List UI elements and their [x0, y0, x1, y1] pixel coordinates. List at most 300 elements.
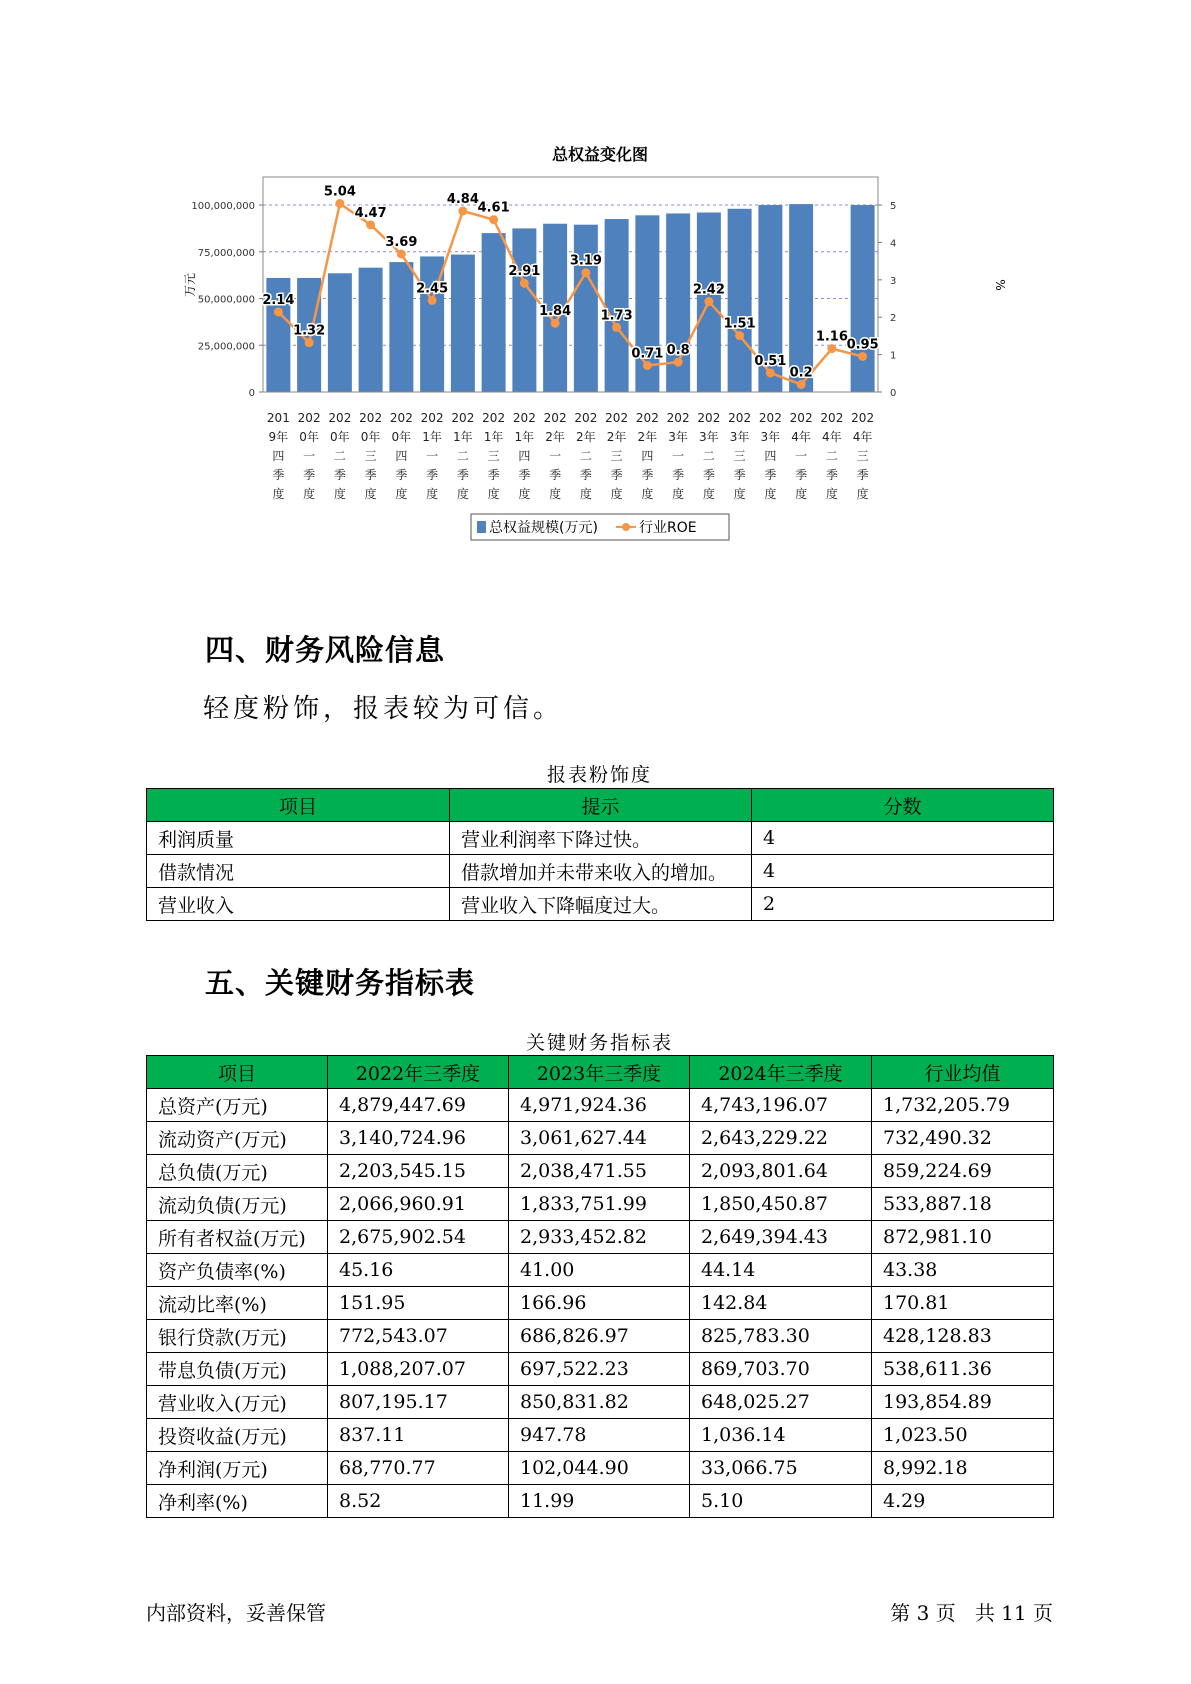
chart-x-tick-label-line: 202 — [389, 411, 413, 425]
chart-x-tick-label-line: 度 — [426, 487, 439, 501]
table-cell: 166.96 — [509, 1287, 690, 1320]
chart-x-tick-label-line: 202 — [851, 411, 875, 425]
chart-x-tick-label-line: 季 — [733, 468, 746, 482]
section-title-financial-risk: 四、财务风险信息 — [205, 633, 446, 667]
chart-x-tick-label-line: 度 — [395, 487, 408, 501]
chart-roe-point — [274, 307, 283, 316]
chart-bar — [328, 273, 352, 392]
chart-x-tick-label-line: 一 — [672, 449, 685, 463]
table-cell: 4.29 — [872, 1485, 1054, 1518]
table-cell: 借款增加并未带来收入的增加。 — [450, 855, 752, 888]
table-cell: 营业收入下降幅度过大。 — [450, 888, 752, 921]
chart-roe-data-label: 4.61 — [477, 200, 510, 216]
table-cell: 总资产(万元) — [147, 1089, 328, 1122]
chart-x-tick-label-line: 季 — [487, 468, 500, 482]
chart-roe-point — [766, 368, 775, 377]
table-cell: 净利率(%) — [147, 1485, 328, 1518]
chart-y2-tick-label: 4 — [890, 238, 897, 250]
table-cell: 1,833,751.99 — [509, 1188, 690, 1221]
chart-x-tick-label — [482, 411, 505, 501]
chart-x-tick-label-line: 二 — [702, 449, 715, 463]
header-cell: 2023年三季度 — [509, 1056, 690, 1089]
table-cell: 151.95 — [328, 1287, 509, 1320]
risk-table-row — [147, 855, 1054, 888]
chart-x-tick-label-line: 度 — [733, 487, 746, 501]
indicator-table-row — [147, 1485, 1054, 1518]
risk-table — [146, 788, 1054, 921]
table-cell: 总负债(万元) — [147, 1155, 328, 1188]
chart-x-tick-label — [451, 411, 474, 501]
table-cell: 8.52 — [328, 1485, 509, 1518]
chart-x-tick-label-line: 202 — [482, 411, 506, 425]
chart-bar — [482, 233, 506, 392]
chart-x-tick-label — [421, 411, 444, 501]
indicator-table-row — [147, 1320, 1054, 1353]
chart-roe-data-label: 1.16 — [815, 329, 848, 345]
chart-x-tick-label-line: 度 — [456, 487, 469, 501]
chart-x-tick-label-line: 三 — [487, 449, 500, 463]
table-cell: 4 — [752, 855, 1054, 888]
chart-bar — [512, 228, 536, 392]
chart-x-tick-label — [267, 411, 290, 501]
chart-x-tick-label — [605, 411, 628, 501]
table-cell: 3,140,724.96 — [328, 1122, 509, 1155]
table-cell: 648,025.27 — [690, 1386, 872, 1419]
chart-x-tick-label — [728, 411, 751, 501]
chart-x-tick-label-line: 三 — [364, 449, 377, 463]
table-cell: 33,066.75 — [690, 1452, 872, 1485]
chart-x-tick-label-line: 1年 — [422, 430, 442, 444]
chart-bar — [451, 255, 475, 392]
chart-x-tick-label-line: 季 — [641, 468, 654, 482]
indicator-table-row — [147, 1254, 1054, 1287]
chart-y2-tick-label: 0 — [890, 388, 897, 399]
chart-x-tick-label-line: 度 — [272, 487, 285, 501]
indicator-table-row — [147, 1353, 1054, 1386]
chart-x-tick-label-line: 度 — [364, 487, 377, 501]
chart-x-tick-label-line: 季 — [364, 468, 377, 482]
chart-x-tick-label-line: 季 — [395, 468, 408, 482]
indicators-table-caption: 关键财务指标表 — [525, 1032, 673, 1054]
table-cell: 1,023.50 — [872, 1419, 1054, 1452]
table-cell: 68,770.77 — [328, 1452, 509, 1485]
table-cell: 1,732,205.79 — [872, 1089, 1054, 1122]
chart-x-tick-label-line: 二 — [825, 449, 838, 463]
table-cell: 2 — [752, 888, 1054, 921]
chart-x-tick-label-line: 4年 — [852, 430, 873, 444]
chart-x-tick-label-line: 2年 — [637, 430, 658, 444]
chart-x-tick-label-line: 二 — [456, 449, 469, 463]
chart-x-tick-label-line: 三 — [610, 449, 623, 463]
chart-x-tick-label-line: 四 — [641, 449, 654, 463]
chart-roe-point — [797, 380, 806, 389]
chart-x-tick-label-line: 度 — [641, 487, 654, 501]
chart-roe-point — [428, 296, 437, 305]
chart-y2-tick-label: 5 — [890, 201, 897, 213]
chart-x-tick-label-line: 季 — [764, 468, 777, 482]
table-cell: 3,061,627.44 — [509, 1122, 690, 1155]
chart-x-tick-label-line: 度 — [702, 487, 715, 501]
chart-roe-point — [489, 215, 498, 224]
chart-roe-data-label: 1.73 — [600, 308, 633, 324]
chart-x-tick-label-line: 202 — [789, 411, 813, 425]
chart-x-tick-label-line: 202 — [359, 411, 383, 425]
chart-x-tick-label-line: 季 — [856, 468, 869, 482]
header-cell: 行业均值 — [872, 1056, 1054, 1089]
table-cell: 2,649,394.43 — [690, 1221, 872, 1254]
table-cell: 4 — [752, 822, 1054, 855]
indicators-table — [146, 1055, 1054, 1518]
chart-roe-point — [704, 297, 713, 306]
indicator-table-row — [147, 1089, 1054, 1122]
chart-x-tick-label — [359, 411, 382, 501]
chart-roe-point — [643, 361, 652, 370]
header-cell: 分数 — [752, 789, 1054, 822]
risk-table-row — [147, 822, 1054, 855]
table-cell: 银行贷款(万元) — [147, 1320, 328, 1353]
table-cell: 686,826.97 — [509, 1320, 690, 1353]
chart-x-tick-label — [759, 411, 782, 501]
chart-x-tick-label-line: 202 — [543, 411, 567, 425]
chart-x-tick-label-line: 三 — [856, 449, 869, 463]
chart-bar — [359, 268, 383, 392]
chart-bar — [851, 205, 875, 392]
chart-bar — [389, 262, 413, 392]
chart-x-tick-label-line: 度 — [795, 487, 808, 501]
header-cell: 项目 — [147, 789, 450, 822]
table-cell: 193,854.89 — [872, 1386, 1054, 1419]
chart-roe-point — [335, 199, 344, 208]
table-cell: 872,981.10 — [872, 1221, 1054, 1254]
chart-x-tick-label-line: 二 — [333, 449, 346, 463]
table-cell: 859,224.69 — [872, 1155, 1054, 1188]
chart-y2-axis-label: % — [993, 279, 1007, 291]
chart-x-tick-label-line: 2年 — [576, 430, 596, 444]
chart-x-tick-label-line: 1年 — [483, 430, 504, 444]
table-cell: 732,490.32 — [872, 1122, 1054, 1155]
chart-roe-point — [551, 319, 560, 328]
chart-x-tick-label — [298, 411, 321, 501]
chart-x-tick-label-line: 202 — [605, 411, 629, 425]
chart-y-tick-label: 75,000,000 — [197, 247, 255, 259]
chart-x-tick-label-line: 202 — [574, 411, 598, 425]
table-cell: 2,038,471.55 — [509, 1155, 690, 1188]
chart-x-tick-label-line: 季 — [333, 468, 346, 482]
table-cell: 2,066,960.91 — [328, 1188, 509, 1221]
table-cell: 2,643,229.22 — [690, 1122, 872, 1155]
chart-x-tick-label — [513, 411, 536, 501]
risk-table-header — [147, 789, 1054, 822]
chart-roe-point — [858, 352, 867, 361]
chart-title: 总权益变化图 — [551, 145, 649, 164]
chart-roe-data-label: 5.04 — [323, 184, 356, 200]
chart-x-tick-label-line: 季 — [518, 468, 531, 482]
chart-x-tick-label-line: 202 — [297, 411, 321, 425]
chart-x-tick-label-line: 季 — [303, 468, 316, 482]
chart-roe-data-label: 3.69 — [385, 235, 418, 251]
chart-x-tick-label-line: 季 — [426, 468, 439, 482]
chart-roe-point — [674, 358, 683, 367]
chart-x-tick-label-line: 度 — [303, 487, 316, 501]
chart-x-tick-label-line: 季 — [549, 468, 562, 482]
chart-x-tick-label-line: 202 — [328, 411, 352, 425]
chart-x-tick-label-line: 202 — [758, 411, 782, 425]
chart-x-tick-label — [544, 411, 567, 501]
header-cell: 2022年三季度 — [328, 1056, 509, 1089]
chart-roe-data-label: 0.2 — [789, 365, 813, 381]
chart-bar — [728, 209, 752, 392]
table-cell: 净利润(万元) — [147, 1452, 328, 1485]
chart-x-tick-label-line: 度 — [518, 487, 531, 501]
table-cell: 45.16 — [328, 1254, 509, 1287]
chart-x-tick-label-line: 一 — [426, 449, 439, 463]
table-cell: 4,879,447.69 — [328, 1089, 509, 1122]
chart-x-tick-label-line: 202 — [420, 411, 444, 425]
legend-bar-label: 总权益规模(万元) — [489, 520, 598, 536]
chart-x-tick-label-line: 季 — [272, 468, 285, 482]
chart-x-tick-label-line: 四 — [395, 449, 408, 463]
table-cell: 流动负债(万元) — [147, 1188, 328, 1221]
table-cell: 947.78 — [509, 1419, 690, 1452]
chart-x-tick-label-line: 3年 — [668, 430, 688, 444]
chart-x-tick-label — [390, 411, 413, 501]
table-cell: 43.38 — [872, 1254, 1054, 1287]
footer-page-number: 第 3 页 — [890, 1601, 956, 1625]
table-cell: 142.84 — [690, 1287, 872, 1320]
legend-line-label: 行业ROE — [639, 520, 697, 536]
chart-x-tick-label-line: 4年 — [791, 430, 811, 444]
chart-x-tick-label-line: 三 — [733, 449, 746, 463]
chart-y-tick-label: 50,000,000 — [197, 294, 255, 306]
chart-x-tick-label-line: 0年 — [299, 430, 319, 444]
legend-bar-swatch — [477, 521, 486, 533]
chart-x-tick-label-line: 1年 — [514, 430, 535, 444]
chart-x-tick-label-line: 二 — [579, 449, 592, 463]
chart-x-tick-label-line: 四 — [272, 449, 285, 463]
chart-x-tick-label-line: 度 — [333, 487, 346, 501]
indicator-table-row — [147, 1452, 1054, 1485]
chart-roe-point — [520, 279, 529, 288]
chart-y-axis-label: 万元 — [183, 272, 197, 298]
chart-roe-point — [827, 344, 836, 353]
chart-x-tick-label — [697, 411, 720, 501]
chart-x-tick-label-line: 3年 — [729, 430, 750, 444]
chart-x-tick-label-line: 四 — [764, 449, 777, 463]
chart-x-tick-label-line: 季 — [672, 468, 685, 482]
table-cell: 170.81 — [872, 1287, 1054, 1320]
table-cell: 4,971,924.36 — [509, 1089, 690, 1122]
risk-table-caption: 报表粉饰度 — [546, 764, 652, 786]
chart-x-tick-label-line: 一 — [795, 449, 808, 463]
chart-roe-data-label: 2.42 — [692, 282, 725, 298]
table-cell: 1,088,207.07 — [328, 1353, 509, 1386]
table-cell: 投资收益(万元) — [147, 1419, 328, 1452]
header-cell: 提示 — [450, 789, 752, 822]
chart-x-tick-label-line: 202 — [635, 411, 659, 425]
header-cell: 2024年三季度 — [690, 1056, 872, 1089]
chart-roe-data-label: 0.95 — [846, 337, 879, 353]
table-cell: 837.11 — [328, 1419, 509, 1452]
table-cell: 869,703.70 — [690, 1353, 872, 1386]
table-cell: 1,850,450.87 — [690, 1188, 872, 1221]
table-cell: 营业收入 — [147, 888, 450, 921]
chart-roe-point — [735, 331, 744, 340]
table-cell: 营业利润率下降过快。 — [450, 822, 752, 855]
chart-x-tick-label-line: 季 — [456, 468, 469, 482]
risk-table-row — [147, 888, 1054, 921]
chart-y-tick-label: 0 — [248, 388, 255, 399]
chart-x-tick-label-line: 202 — [451, 411, 475, 425]
chart-x-tick-label-line: 4年 — [822, 430, 842, 444]
indicator-table-row — [147, 1188, 1054, 1221]
table-cell: 流动比率(%) — [147, 1287, 328, 1320]
indicator-table-row — [147, 1419, 1054, 1452]
table-cell: 533,887.18 — [872, 1188, 1054, 1221]
chart-x-tick-label — [790, 411, 813, 501]
chart-x-tick-label-line: 202 — [728, 411, 752, 425]
chart-roe-data-label: 2.14 — [262, 292, 295, 308]
table-cell: 带息负债(万元) — [147, 1353, 328, 1386]
chart-y-tick-label: 100,000,000 — [191, 201, 255, 213]
chart-roe-point — [458, 207, 467, 216]
chart-x-tick-label — [667, 411, 690, 501]
chart-x-tick-label-line: 202 — [820, 411, 844, 425]
chart-y2-tick-label: 1 — [890, 350, 897, 362]
chart-x-tick-label-line: 度 — [487, 487, 500, 501]
table-cell: 5.10 — [690, 1485, 872, 1518]
chart-roe-point — [305, 338, 314, 347]
chart-x-tick-label-line: 度 — [764, 487, 777, 501]
table-cell: 41.00 — [509, 1254, 690, 1287]
chart-x-tick-label-line: 季 — [610, 468, 623, 482]
chart-x-tick-label — [636, 411, 659, 501]
chart-legend — [471, 514, 729, 540]
chart-x-tick-label-line: 度 — [610, 487, 623, 501]
chart-x-tick-label-line: 202 — [666, 411, 690, 425]
chart-x-tick-label — [328, 411, 351, 501]
chart-x-tick-label-line: 度 — [549, 487, 562, 501]
table-cell: 1,036.14 — [690, 1419, 872, 1452]
table-cell: 利润质量 — [147, 822, 450, 855]
indicator-table-row — [147, 1287, 1054, 1320]
chart-x-tick-label-line: 季 — [579, 468, 592, 482]
table-cell: 44.14 — [690, 1254, 872, 1287]
chart-x-tick-label-line: 0年 — [330, 430, 350, 444]
chart-bar — [574, 225, 598, 392]
chart-y2-tick-label: 3 — [890, 275, 897, 287]
chart-x-tick-label-line: 度 — [579, 487, 592, 501]
chart-roe-data-label: 0.71 — [631, 346, 664, 362]
chart-roe-data-label: 0.8 — [666, 343, 690, 359]
indicator-table-header — [147, 1056, 1054, 1089]
chart-x-tick-label-line: 0年 — [360, 430, 381, 444]
chart-y-tick-label: 25,000,000 — [197, 341, 255, 353]
chart-bar — [789, 204, 813, 392]
table-cell: 2,675,902.54 — [328, 1221, 509, 1254]
table-cell: 825,783.30 — [690, 1320, 872, 1353]
chart-x-tick-label — [820, 411, 843, 501]
table-cell: 营业收入(万元) — [147, 1386, 328, 1419]
chart-roe-point — [581, 268, 590, 277]
chart-x-tick-label-line: 度 — [856, 487, 869, 501]
chart-roe-data-label: 1.51 — [723, 316, 756, 332]
chart-x-tick-label-line: 2年 — [545, 430, 565, 444]
chart-roe-data-label: 4.47 — [354, 205, 387, 221]
table-cell: 4,743,196.07 — [690, 1089, 872, 1122]
table-cell: 807,195.17 — [328, 1386, 509, 1419]
equity-chart — [170, 140, 1007, 590]
chart-x-tick-label-line: 一 — [303, 449, 316, 463]
table-cell: 所有者权益(万元) — [147, 1221, 328, 1254]
table-cell: 102,044.90 — [509, 1452, 690, 1485]
footer-page-total: 共 11 页 — [974, 1601, 1053, 1625]
indicator-table-row — [147, 1122, 1054, 1155]
chart-x-tick-label-line: 一 — [549, 449, 562, 463]
table-cell: 850,831.82 — [509, 1386, 690, 1419]
table-cell: 2,093,801.64 — [690, 1155, 872, 1188]
chart-roe-point — [366, 220, 375, 229]
table-cell: 流动资产(万元) — [147, 1122, 328, 1155]
chart-x-tick-label-line: 202 — [697, 411, 721, 425]
chart-x-tick-label — [574, 411, 597, 501]
chart-x-tick-label — [851, 411, 874, 501]
table-cell: 538,611.36 — [872, 1353, 1054, 1386]
chart-x-tick-label-line: 3年 — [760, 430, 781, 444]
chart-x-tick-label-line: 季 — [702, 468, 715, 482]
chart-roe-data-label: 4.84 — [446, 192, 479, 208]
table-cell: 11.99 — [509, 1485, 690, 1518]
chart-roe-point — [612, 323, 621, 332]
chart-x-tick-label-line: 度 — [672, 487, 685, 501]
chart-roe-data-label: 2.91 — [508, 264, 541, 280]
legend-line-marker — [622, 523, 630, 531]
chart-x-tick-label-line: 度 — [825, 487, 838, 501]
chart-x-tick-label-line: 季 — [795, 468, 808, 482]
table-cell: 772,543.07 — [328, 1320, 509, 1353]
indicator-table-row — [147, 1386, 1054, 1419]
chart-x-tick-label-line: 季 — [825, 468, 838, 482]
chart-x-tick-label-line: 9年 — [268, 430, 289, 444]
chart-x-tick-label-line: 2年 — [606, 430, 627, 444]
footer-page-info — [890, 1597, 1053, 1626]
table-cell: 428,128.83 — [872, 1320, 1054, 1353]
chart-roe-data-label: 1.32 — [293, 323, 326, 339]
chart-roe-data-label: 3.19 — [569, 253, 602, 269]
section-title-key-indicators: 五、关键财务指标表 — [205, 966, 476, 1000]
table-cell: 2,933,452.82 — [509, 1221, 690, 1254]
table-cell: 2,203,545.15 — [328, 1155, 509, 1188]
header-cell: 项目 — [147, 1056, 328, 1089]
chart-x-tick-label-line: 四 — [518, 449, 531, 463]
chart-roe-point — [397, 250, 406, 259]
indicator-table-row — [147, 1221, 1054, 1254]
financial-risk-summary: 轻度粉饰，报表较为可信。 — [203, 694, 564, 724]
indicator-table-row — [147, 1155, 1054, 1188]
chart-x-tick-label-line: 1年 — [453, 430, 473, 444]
chart-roe-data-label: 2.45 — [416, 281, 449, 297]
chart-roe-data-label: 1.84 — [539, 304, 572, 320]
chart-x-tick-label-line: 0年 — [391, 430, 412, 444]
table-cell: 资产负债率(%) — [147, 1254, 328, 1287]
chart-x-tick-label-line: 201 — [266, 411, 290, 425]
chart-x-tick-label-line: 3年 — [699, 430, 719, 444]
chart-roe-data-label: 0.51 — [754, 353, 787, 369]
chart-x-tick-label-line: 202 — [512, 411, 536, 425]
table-cell: 8,992.18 — [872, 1452, 1054, 1485]
footer-confidential: 内部资料，妥善保管 — [146, 1601, 326, 1625]
table-cell: 借款情况 — [147, 855, 450, 888]
chart-bar — [605, 219, 629, 392]
